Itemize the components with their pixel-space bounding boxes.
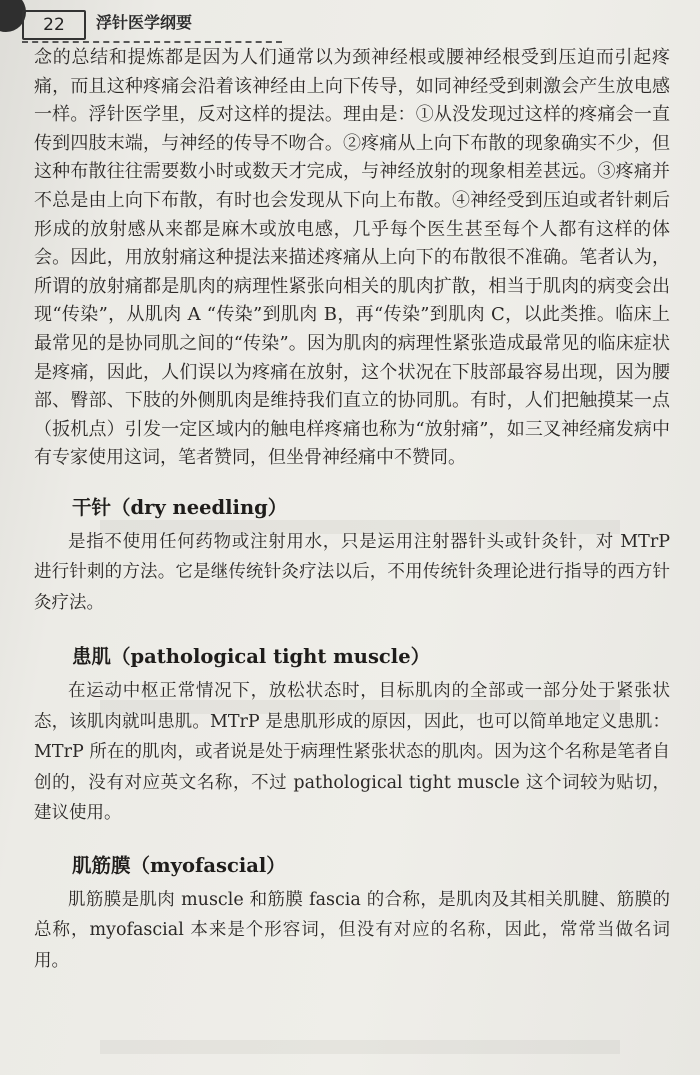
spacer xyxy=(34,829,670,851)
spacer xyxy=(34,618,670,642)
term-definition-pathological-tight-muscle: 在运动中枢正常情况下，放松状态时，目标肌肉的全部或一部分处于紧张状态，该肌肉就叫患肌。MTrP 是患肌形成的原因，因此，也可以简单地定义患肌：MTrP 所在的肌肉，或者说是处于病理性紧张状态的肌肉。因为这个名称是笔者自创的，没有对应英文名称，不过 pathological tight muscle 这个词较为贴切，建议使用。 xyxy=(34,681,670,824)
term-heading-dry-needling: 干针（dry needling） xyxy=(72,495,288,519)
header-divider xyxy=(22,41,282,43)
term-heading-pathological-tight-muscle: 患肌（pathological tight muscle） xyxy=(72,645,431,669)
running-title: 浮针医学纲要 xyxy=(96,13,193,32)
term-definition-myofascial: 肌筋膜是肌肉 muscle 和筋膜 fascia 的合称，是肌肉及其相关肌腱、筋膜的总称，myofascial 本来是个形容词，但没有对应的名称，因此，常常当做名词用。 xyxy=(34,889,670,971)
spacer xyxy=(34,473,670,493)
term-heading-myofascial: 肌筋膜（myofascial） xyxy=(72,853,286,877)
page-number: 22 xyxy=(22,10,86,40)
page-header xyxy=(0,6,700,40)
page-body xyxy=(34,44,670,976)
bleed-through-shadow xyxy=(100,1040,620,1054)
intro-paragraph: 念的总结和提炼都是因为人们通常以为颈神经根或腰神经根受到压迫而引起疼痛，而且这种疼痛会沿着该神经由上向下传导，如同神经受到刺激会产生放电感一样。浮针医学里，反对这样的提法。理由是：①从没发现过这样的疼痛会一直传到四肢末端，与神经的传导不吻合。②疼痛从上向下布散的现象确实不少，但这种布散往往需要数小时或数天才完成，与神经放射的现象相差甚远。③疼痛并不总是由上向下布散，有时也会发现从下向上布散。④神经受到压迫或者针刺后形成的放射感从来都是麻木或放电感，几乎每个医生甚至每个人都有这样的体会。因此，用放射痛这种提法来描述疼痛从上向下的布散很不准确。笔者认为，所谓的放射痛都是肌肉的病理性紧张向相关的肌肉扩散，相当于肌肉的病变会出现“传染”，从肌肉 A “传染”到肌肉 B，再“传染”到肌肉 C，以此类推。临床上最常见的是协同肌之间的“传染”。因为肌肉的病理性紧张造成最常见的临床症状是疼痛，因此，人们误以为疼痛在放射，这个状况在下肢部最容易出现，因为腰部、臀部、下肢的外侧肌肉是维持我们直立的协同肌。有时，人们把触摸某一点（扳机点）引发一定区域内的触电样疼痛也称为“放射痛”，如三叉神经痛发病中有专家使用这词，笔者赞同，但坐骨神经痛中不赞同。 xyxy=(34,47,670,469)
term-definition-dry-needling: 是指不使用任何药物或注射用水，只是运用注射器针头或针灸针，对 MTrP 进行针刺的方法。它是继传统针灸疗法以后，不用传统针灸理论进行指导的西方针灸疗法。 xyxy=(34,531,670,613)
